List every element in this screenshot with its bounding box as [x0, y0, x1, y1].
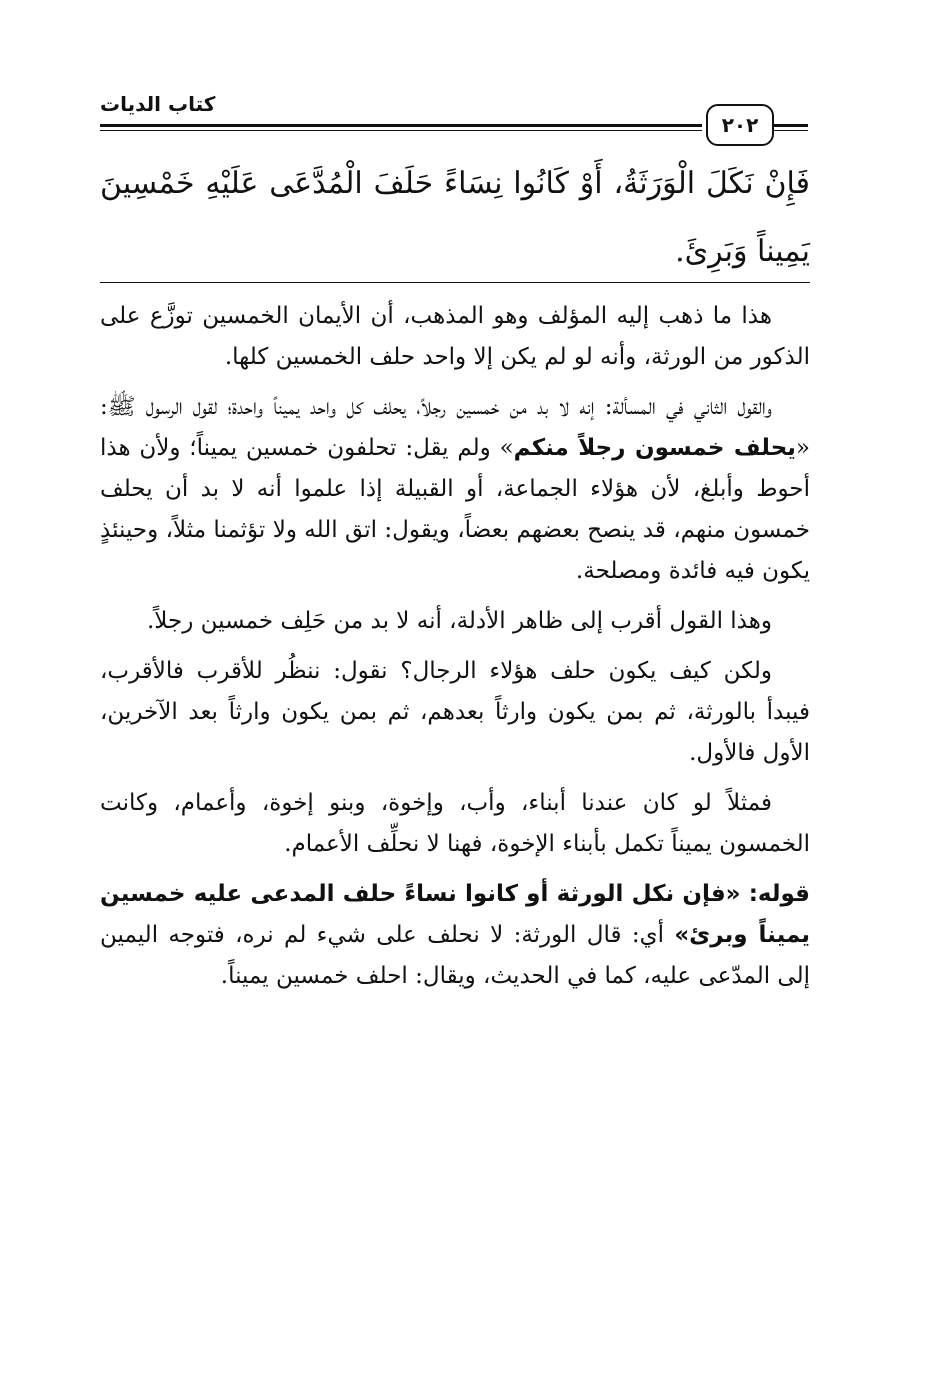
paragraph-1: هذا ما ذهب إليه المؤلف وهو المذهب، أن الأيمان الخمسين توزَّع على الذكور من الورثة، وأنه لو لم يكن إلا واحد حلف الخمسين كلها.: [100, 303, 810, 370]
paragraph-5: فمثلاً لو كان عندنا أبناء، وأب، وإخوة، وبنو إخوة، وأعمام، وكانت الخمسون يميناً تكمل بأبناء الإخوة، فهنا لا نحلِّف الأعمام.: [100, 790, 810, 857]
matn-divider: [100, 282, 810, 283]
paragraph-3: وهذا القول أقرب إلى ظاهر الأدلة، أنه لا بد من حَلِف خمسين رجلاً.: [146, 608, 772, 634]
quoted-matn: قوله: «فإن نكل الورثة أو كانوا نساءً حلف المدعى عليه خمسين يميناً وبرئ»: [100, 881, 811, 948]
page-number: ٢٠٢: [706, 104, 774, 146]
hadith-quote: يحلف خمسون رجلاً منكم: [513, 435, 796, 461]
header-rule: [100, 124, 702, 144]
paragraph-4: ولكن كيف يكون حلف هؤلاء الرجال؟ نقول: ننظُر للأقرب فالأقرب، فيبدأ بالورثة، ثم بمن يكون وارثاً بعدهم، ثم بمن يكون وارثاً بعد الآخرين، الأول فالأول.: [100, 658, 810, 766]
header-rule-right: [774, 124, 808, 144]
commentary: [100, 296, 810, 1006]
paragraph-2-text: والقول الثاني في المسألة: إنه لا بد من خمسين رجلاً، يحلف كل واحد يميناً واحدة؛ لقول الرسول ﷺ: «: [100, 394, 810, 461]
paragraph-6: [100, 874, 810, 997]
paragraph-2: [100, 387, 810, 592]
paragraph-6-text: أي: قال الورثة: لا نحلف على شيء لم نره، فتوجه اليمين إلى المدّعى عليه، كما في الحديث، ويقال: احلف خمسين يميناً.: [100, 922, 810, 989]
running-title: كتاب الديات: [100, 92, 216, 116]
matn-text: فَإِنْ نَكَلَ الْوَرَثَةُ، أَوْ كَانُوا نِسَاءً حَلَفَ الْمُدَّعَى عَلَيْهِ خَمْسِينَ يَمِيناً وَبَرِئَ.: [100, 166, 810, 269]
paragraph-2-text-cont: » ولم يقل: تحلفون خمسين يميناً؛ ولأن هذا أحوط وأبلغ، لأن هؤلاء الجماعة، أو القبيلة إذا علموا أنه لا بد أن يحلف خمسون منهم، قد ينصح بعضهم بعضاً، ويقول: اتق الله ولا تؤثمنا مثلاً، وحينئذٍ يكون فيه فائدة ومصلحة.: [100, 435, 810, 584]
